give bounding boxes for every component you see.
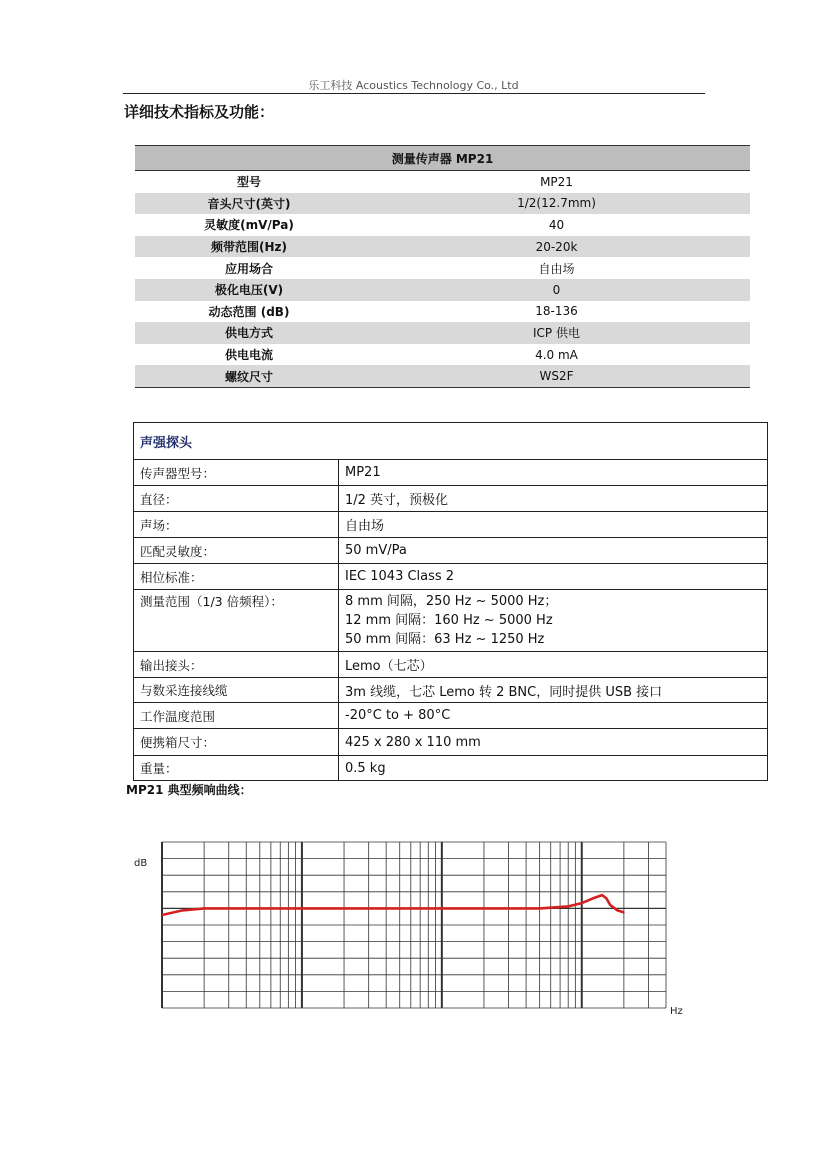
data-point [441,908,443,910]
spec-label: 螺纹尺寸 [135,365,363,387]
probe-value: MP21 [339,460,768,486]
spec-row [135,365,750,387]
spec-row [135,344,750,366]
probe-row [134,729,768,756]
probe-value-line: 12 mm 间隔：160 Hz ~ 5000 Hz [345,613,553,628]
spec-value: MP21 [540,174,573,189]
probe-row [134,652,768,678]
probe-label: 与数采连接线缆 [134,678,339,703]
probe-row [134,678,768,703]
spec-row [135,193,750,215]
spec-label: 频带范围(Hz) [135,236,363,258]
probe-row [134,564,768,590]
data-point [203,908,205,910]
series-line [162,895,624,915]
spec-row [135,257,750,279]
probe-value: 3m 线缆，七芯 Lemo 转 2 BNC，同时提供 USB 接口 [339,678,768,703]
frequency-response-chart [128,834,698,1014]
probe-label: 相位标准： [134,564,339,590]
data-point [301,908,303,910]
probe-label: 测量范围（1/3 倍频程）： [134,590,339,652]
probe-value [339,590,768,652]
spec-value: ICP 供电 [363,322,750,344]
probe-row [134,538,768,564]
spec-row [135,301,750,323]
data-point [567,906,569,908]
probe-label: 直径： [134,486,339,512]
spec-row [135,279,750,301]
spec-label: 灵敏度(mV/Pa) [204,218,294,233]
header-rule [123,93,705,94]
spec-label: 供电电流 [224,348,273,363]
spec-label: 供电方式 [135,322,363,344]
probe-table-title: 声强探头 [134,423,768,460]
curve-title: MP21 典型频响曲线： [126,783,252,797]
probe-value-line: 8 mm 间隔，250 Hz ~ 5000 Hz； [345,594,558,609]
data-point [606,898,608,900]
spec-value: 自由场 [538,261,575,276]
spec-value: 20-20k [363,236,750,258]
data-point [610,904,612,906]
spec-label: 极化电压(V) [135,279,363,301]
data-point [617,910,619,912]
probe-label: 声场： [134,512,339,538]
probe-value: 50 mV/Pa [339,538,768,564]
data-point [182,910,184,912]
page-header: 乐工科技 Acoustics Technology Co., Ltd [308,79,519,92]
spec-label: 音头尺寸(英寸) [135,193,363,215]
spec-value: WS2F [363,365,750,387]
x-axis-label: Hz [670,1006,683,1014]
probe-value: 0.5 kg [339,756,768,781]
probe-value: 1/2 英寸，预极化 [339,486,768,512]
probe-label: 输出接头： [134,652,339,678]
probe-label: 便携箱尺寸： [134,729,339,756]
probe-row [134,460,768,486]
spec-row [135,322,750,344]
probe-row [134,590,768,652]
spec-label: 型号 [236,175,261,190]
spec-row [135,236,750,258]
probe-label: 匹配灵敏度： [134,538,339,564]
probe-row [134,703,768,729]
probe-row [134,486,768,512]
spec-value: 40 [548,217,565,232]
spec-label: 应用场合 [224,261,273,276]
spec-value: 0 [363,279,750,301]
probe-table [133,422,768,781]
probe-label: 传声器型号： [134,460,339,486]
probe-label: 工作温度范围 [134,703,339,729]
spec-label: 动态范围 (dB) [208,304,290,319]
probe-row [134,756,768,781]
data-point [539,908,541,910]
data-point [601,894,603,896]
spec-table-title: 测量传声器 MP21 [135,146,750,171]
data-point [592,898,594,900]
probe-value: IEC 1043 Class 2 [339,564,768,590]
spec-table [135,145,750,388]
data-point [581,902,583,904]
data-point [623,912,625,914]
spec-value: 18-136 [535,304,578,319]
spec-value: 1/2(12.7mm) [363,193,750,215]
spec-row [135,171,750,193]
spec-value: 4.0 mA [535,347,578,362]
data-point [161,914,163,916]
spec-row [135,214,750,236]
section-title: 详细技术指标及功能： [124,103,275,121]
y-axis-label: dB [134,858,148,869]
probe-value: 425 x 280 x 110 mm [339,729,768,756]
probe-value: -20°C to + 80°C [339,703,768,729]
probe-row [134,512,768,538]
probe-label: 重量： [134,756,339,781]
probe-value-line: 50 mm 间隔：63 Hz ~ 1250 Hz [345,632,545,647]
probe-value: 自由场 [339,512,768,538]
probe-value: Lemo（七芯） [339,652,768,678]
